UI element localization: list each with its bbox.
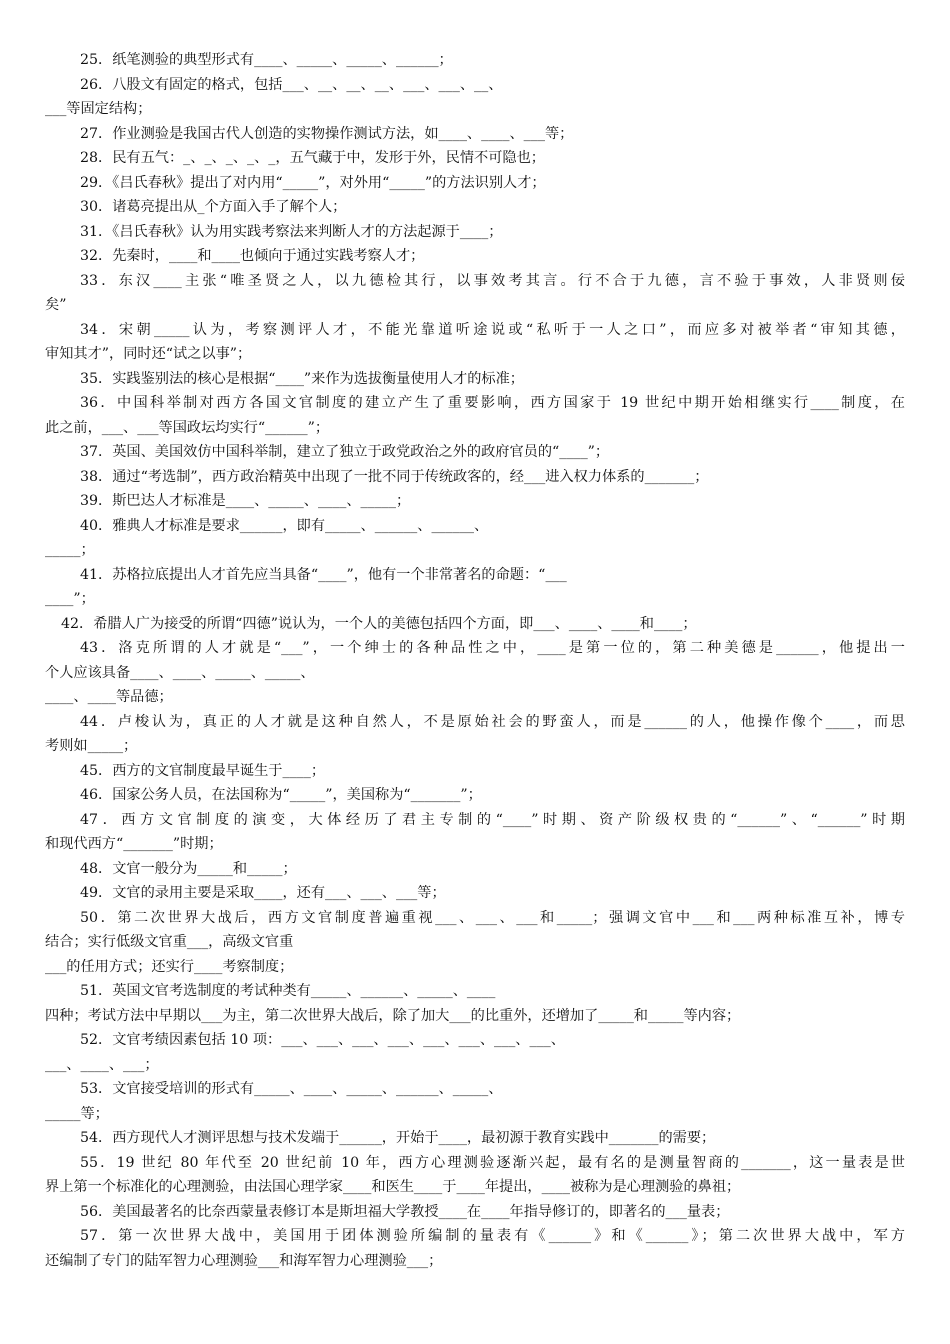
question-32: 32．先秦时，____和____也倾向于通过实践考察人才； xyxy=(80,248,425,264)
question-40-cont: _____； xyxy=(45,542,95,558)
question-54: 54．西方现代人才测评思想与技术发端于______，开始于____，最初源于教育实践中_______的需要； xyxy=(80,1130,716,1146)
question-34: 34．宋朝_____认为，考察测评人才，不能光靠道听途说或“私听于一人之口”，而应多对被举者“审知其德， xyxy=(80,321,905,338)
question-45: 45．西方的文官制度最早诞生于____； xyxy=(80,762,326,779)
question-46: 46．国家公务人员，在法国称为“_____”，美国称为“_______”； xyxy=(80,787,482,803)
question-38: 38．通过“考选制”，西方政治精英中出现了一批不同于传统政客的，经___进入权力体系的_______； xyxy=(80,468,709,485)
question-55: 55．19 世纪 80 年代至 20 世纪前 10 年，西方心理测验逐渐兴起，最有名的是测量智商的_______，这一量表是世 xyxy=(80,1154,905,1171)
question-34-cont: 审知其才”，同时还“试之以事”； xyxy=(45,346,252,362)
question-28: 28．民有五气：_、_、_、_、_，五气藏于中，发形于外，民情不可隐也； xyxy=(80,150,545,166)
question-33: 33．东汉____主张“唯圣贤之人，以九德检其行，以事效考其言。行不合于九德，言不验于事效，人非贤则佞 xyxy=(80,272,905,289)
question-36-cont: 此之前，___、___等国政坛均实行“______”； xyxy=(45,419,330,436)
question-29: 29．《吕氏春秋》提出了对内用“_____”，对外用“_____”的方法识别人才； xyxy=(80,174,546,191)
question-26-cont: ___等固定结构； xyxy=(45,101,152,117)
question-50-cont: 结合；实行低级文官重___，高级文官重 xyxy=(45,934,294,950)
question-39: 39．斯巴达人才标准是____、_____、____、_____； xyxy=(80,493,411,509)
question-44-cont: 考则如_____； xyxy=(45,738,138,754)
question-33-cont: 矣” xyxy=(45,297,67,313)
question-52: 52．文官考绩因素包括 10 项：___、___、___、___、___、___、___、___、 xyxy=(80,1032,565,1048)
question-55-cont: 界上第一个标准化的心理测验，由法国心理学家____和医生____于____年提出，____被称为是心理测验的鼻祖； xyxy=(45,1179,741,1195)
question-43: 43．洛克所谓的人才就是“___”，一个绅士的各种品性之中，____是第一位的，第二种美德是______，他提出一 xyxy=(80,640,905,656)
question-47: 47．西方文官制度的演变，大体经历了君主专制的“____”时期、资产阶级权贵的“______”、“______”时期 xyxy=(80,811,905,828)
question-27: 27．作业测验是我国古代人创造的实物操作测试方法，如____、____、___等； xyxy=(80,125,574,142)
question-53-cont: _____等； xyxy=(45,1105,109,1122)
question-53: 53．文官接受培训的形式有_____、____、_____、______、_____、 xyxy=(80,1081,503,1097)
question-51-cont: 四种；考试方法中早期以___为主，第二次世界大战后，除了加大___的比重外，还增加了_____和_____等内容； xyxy=(45,1007,741,1024)
question-37: 37．英国、美国效仿中国科举制，建立了独立于政党政治之外的政府官员的“____”； xyxy=(80,444,610,460)
question-57-cont: 还编制了专门的陆军智力心理测验___和海军智力心理测验___； xyxy=(45,1252,443,1269)
question-48: 48．文官一般分为_____和_____； xyxy=(80,860,297,877)
question-51: 51．英国文官考选制度的考试种类有_____、______、_____、____ xyxy=(80,983,496,999)
question-52-cont: ___、____、___； xyxy=(45,1056,159,1073)
question-40: 40．雅典人才标准是要求______，即有_____、______、______、 xyxy=(80,517,489,534)
question-47-cont: 和现代西方“_______”时期； xyxy=(45,836,223,852)
question-50-cont-2: ___的任用方式；还实行____考察制度； xyxy=(45,958,294,975)
question-26: 26．八股文有固定的格式，包括___、__、__、__、___、___、__、 xyxy=(80,76,503,93)
question-41: 41．苏格拉底提出人才首先应当具备“____”，他有一个非常著名的命题：“___ xyxy=(80,566,567,583)
question-57: 57．第一次世界大战中，美国用于团体测验所编制的量表有《______》和《______》；第二次世界大战中，军方 xyxy=(80,1228,905,1244)
question-30: 30．诸葛亮提出从_个方面入手了解个人； xyxy=(80,199,347,215)
question-31: 31．《吕氏春秋》认为用实践考察法来判断人才的方法起源于____； xyxy=(80,223,503,240)
question-41-cont: ____”； xyxy=(45,591,95,607)
question-56: 56．美国最著名的比奈西蒙量表修订本是斯坦福大学教授____在____年指导修订的，即著名的___量表； xyxy=(80,1203,730,1220)
question-35: 35．实践鉴别法的核心是根据“____”来作为选拔衡量使用人才的标准； xyxy=(80,370,524,387)
question-25: 25．纸笔测验的典型形式有____、_____、_____、______； xyxy=(80,52,453,68)
question-50: 50．第二次世界大战后，西方文官制度普遍重视___、___、___和_____；强调文官中___和___两种标准互补，博专 xyxy=(80,909,905,926)
question-49: 49．文官的录用主要是采取____，还有___、___、___等； xyxy=(80,885,446,901)
question-36: 36．中国科举制对西方各国文官制度的建立产生了重要影响，西方国家于 19 世纪中期开始相继实行____制度，在 xyxy=(80,395,905,411)
question-44: 44．卢梭认为，真正的人才就是这种自然人，不是原始社会的野蛮人，而是______的人，他操作像个____，而思 xyxy=(80,713,905,730)
question-43-cont-2: ____、____等品德； xyxy=(45,689,173,705)
question-43-cont: 个人应该具备____、____、_____、_____、 xyxy=(45,664,315,681)
question-42: 42．希腊人广为接受的所谓“四德”说认为，一个人的美德包括四个方面，即___、____、____和____； xyxy=(61,615,697,632)
